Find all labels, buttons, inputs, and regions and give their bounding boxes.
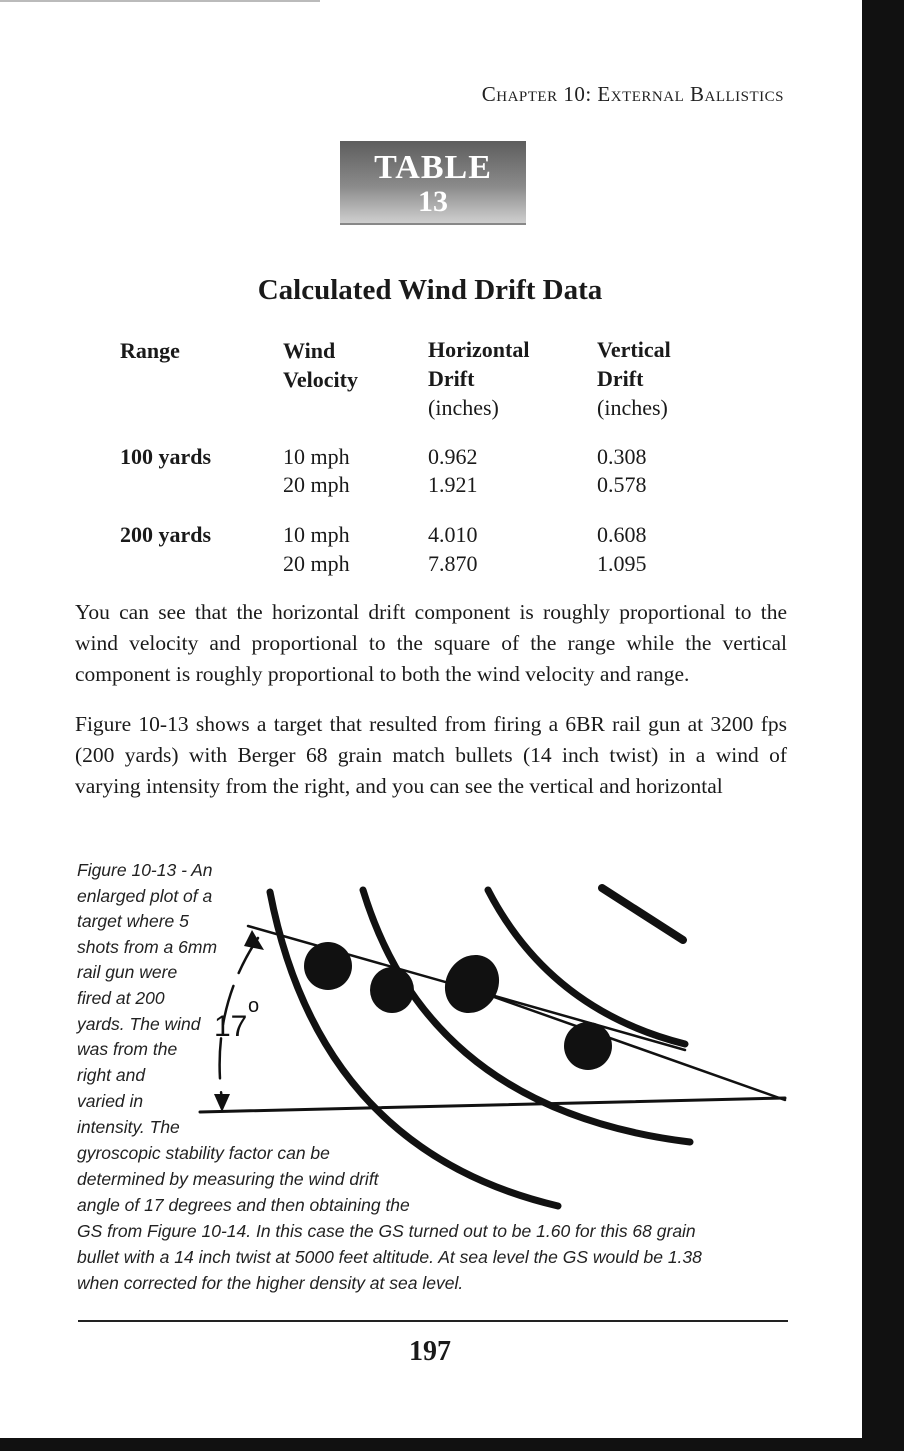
caption-line: intensity. The: [77, 1117, 180, 1137]
caption-line: gyroscopic stability factor can be: [77, 1143, 330, 1163]
cell-vertical: 0.578: [597, 472, 647, 497]
cell-wind: 10 mph: [283, 522, 350, 547]
arrowhead-top: [244, 930, 264, 950]
table-badge-word: TABLE: [374, 149, 492, 186]
row-range-100: 100 yards: [120, 444, 212, 469]
table-badge-number: 13: [418, 185, 448, 218]
caption-line: rail gun were: [77, 962, 178, 982]
caption-line: yards. The wind: [77, 1014, 201, 1034]
header-vertical-line2: Drift: [597, 366, 644, 391]
caption-line: was from the: [77, 1039, 178, 1059]
running-head: Chapter 10: External Ballistics: [481, 82, 784, 106]
table-badge: [340, 141, 526, 223]
arrowhead-bottom: [214, 1094, 230, 1112]
caption-line: Figure 10-13 - An: [77, 860, 213, 880]
cell-vertical: 0.608: [597, 522, 647, 547]
cell-vertical: 1.095: [597, 551, 647, 576]
caption-line: bullet with a 14 inch twist at 5000 feet altitude. At sea level the GS would be 1.38: [77, 1247, 702, 1267]
caption-line: fired at 200: [77, 988, 165, 1008]
cell-horizontal: 0.962: [428, 444, 478, 469]
shot-hole: [370, 967, 414, 1013]
header-wind-line1: Wind: [283, 338, 336, 363]
cell-vertical: 0.308: [597, 444, 647, 469]
caption-line: enlarged plot of a: [77, 886, 213, 906]
cell-horizontal: 1.921: [428, 472, 478, 497]
cell-wind: 20 mph: [283, 472, 350, 497]
drift-line-lower: [480, 992, 785, 1100]
target-ring-4: [602, 888, 683, 940]
cell-horizontal: 7.870: [428, 551, 478, 576]
degree-symbol: o: [248, 995, 260, 1017]
header-horizontal-line2: Drift: [428, 366, 475, 391]
shot-hole: [564, 1022, 612, 1070]
caption-line: GS from Figure 10-14. In this case the GS turned out to be 1.60 for this 68 grain: [77, 1221, 696, 1241]
caption-line: determined by measuring the wind drift: [77, 1169, 379, 1189]
footer-rule: [78, 1320, 788, 1322]
caption-line: shots from a 6mm: [77, 937, 218, 957]
header-range: Range: [120, 338, 180, 363]
body-paragraph-2: Figure 10-13 shows a target that resulted from firing a 6BR rail gun at 3200 fps (200 yards) with Berger 68 grain match bullets (14 inch twist) in a wind of varying intensity from the right, and you can see the vertical and horizontal: [75, 712, 787, 798]
cell-horizontal: 4.010: [428, 522, 478, 547]
scan-edge-right: [862, 0, 904, 1451]
cell-wind: 20 mph: [283, 551, 350, 576]
header-vertical-line1: Vertical: [597, 337, 671, 362]
row-range-200: 200 yards: [120, 522, 212, 547]
header-vertical-unit: (inches): [597, 395, 668, 420]
caption-line: angle of 17 degrees and then obtaining the: [77, 1195, 410, 1215]
header-horizontal-line1: Horizontal: [428, 337, 530, 362]
baseline: [200, 1098, 785, 1112]
body-paragraph-1: You can see that the horizontal drift component is roughly proportional to the wind velocity and proportional to the square of the range while the vertical component is roughly proportional to both the wind velocity and range.: [75, 600, 787, 686]
table-title: Calculated Wind Drift Data: [257, 274, 603, 306]
caption-line: varied in: [77, 1091, 144, 1111]
caption-line: right and: [77, 1065, 146, 1085]
page-number: 197: [409, 1336, 451, 1367]
header-wind-line2: Velocity: [283, 367, 358, 392]
header-horizontal-unit: (inches): [428, 395, 499, 420]
caption-line: target where 5: [77, 911, 189, 931]
shot-hole: [304, 942, 352, 990]
cell-wind: 10 mph: [283, 444, 350, 469]
shot-hole: [434, 945, 509, 1023]
scan-edge-top: [0, 0, 320, 2]
caption-line: when corrected for the higher density at sea level.: [77, 1273, 464, 1293]
angle-label: 17: [214, 1010, 248, 1043]
scan-edge-bottom: [0, 1438, 904, 1451]
